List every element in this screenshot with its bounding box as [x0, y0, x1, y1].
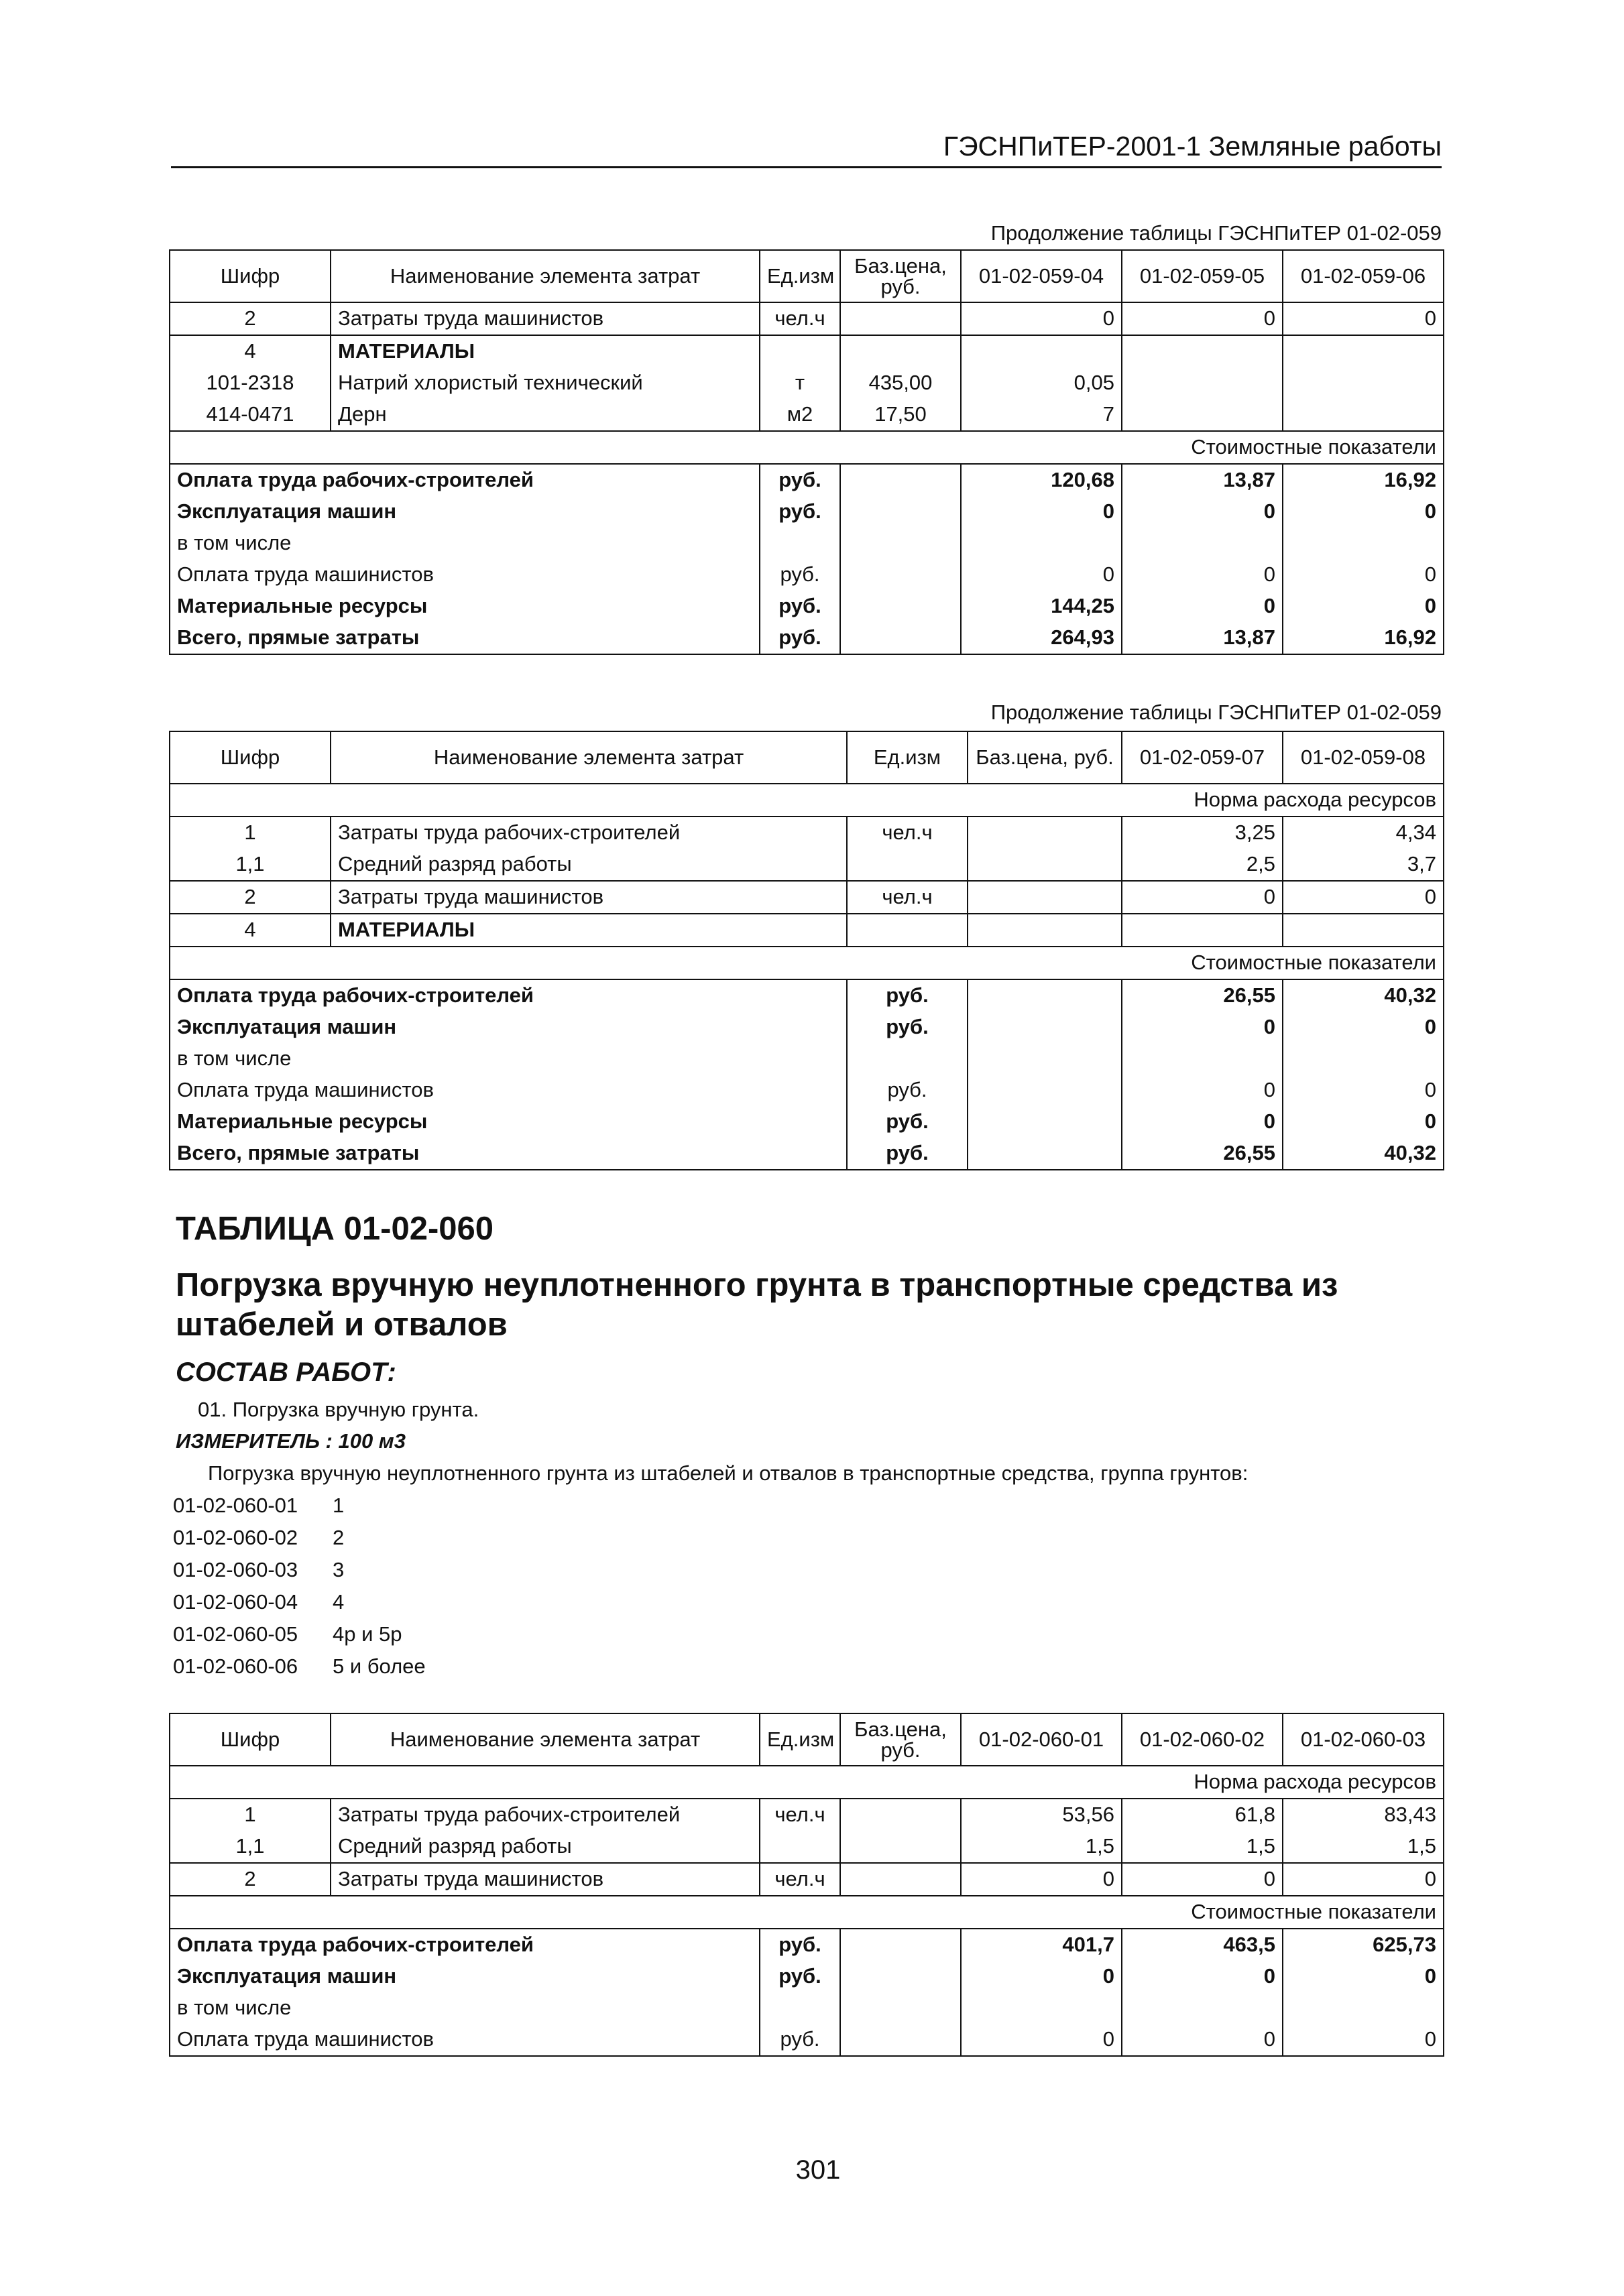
header-cell: Шифр [170, 250, 331, 302]
cell: Эксплуатация машин [170, 1012, 847, 1043]
code: 01-02-060-04 [173, 1590, 298, 1614]
cell [1122, 1992, 1283, 2024]
cell: 0 [1122, 1863, 1283, 1896]
cell: 0 [1122, 559, 1283, 591]
page-number: 301 [795, 2155, 841, 2185]
cell: чел.ч [847, 881, 968, 914]
cell [847, 849, 968, 881]
table-row [170, 302, 1444, 335]
cell: 26,55 [1122, 1138, 1283, 1170]
cell: руб. [847, 1138, 968, 1170]
cell: 0 [961, 302, 1122, 335]
header-cell: Шифр [170, 1713, 331, 1766]
header-cell: 01-02-060-02 [1122, 1713, 1283, 1766]
cell: руб. [760, 2024, 840, 2056]
cell: 3,7 [1283, 849, 1444, 881]
cell: 1 [170, 817, 331, 849]
cell [840, 464, 961, 496]
cell [840, 2024, 961, 2056]
header-cell: 01-02-059-05 [1122, 250, 1283, 302]
cell [840, 302, 961, 335]
table-row [170, 849, 1444, 881]
code: 01-02-060-06 [173, 1654, 298, 1678]
header-cell: Наименование элемента затрат [331, 250, 760, 302]
cell [1283, 335, 1444, 367]
cell: Всего, прямые затраты [170, 622, 760, 654]
cell [1283, 1992, 1444, 2024]
section-row [170, 431, 1444, 464]
cell: Средний разряд работы [331, 1831, 760, 1863]
cell: руб. [847, 1106, 968, 1138]
cell [968, 817, 1122, 849]
cell: 53,56 [961, 1799, 1122, 1831]
cell: Оплата труда рабочих-строителей [170, 979, 847, 1012]
code: 01-02-060-01 [173, 1494, 298, 1517]
cell: 625,73 [1283, 1929, 1444, 1961]
cell: 0 [1122, 1106, 1283, 1138]
table2-continuation: Продолжение таблицы ГЭСНПиТЕР 01-02-059 [990, 701, 1442, 724]
table-row [170, 1799, 1444, 1831]
section-row [170, 947, 1444, 979]
soil-group: 4 [333, 1590, 345, 1614]
header-cell: 01-02-059-06 [1283, 250, 1444, 302]
cell: м2 [760, 399, 840, 431]
cell: в том числе [170, 1043, 847, 1075]
header-cell: Ед.изм [847, 731, 968, 784]
cell: 0 [1283, 1106, 1444, 1138]
cell: т [760, 367, 840, 399]
cell: 0 [1283, 496, 1444, 528]
cell: 61,8 [1122, 1799, 1283, 1831]
cell: 40,32 [1283, 979, 1444, 1012]
work-description: Погрузка вручную неуплотненного грунта из штабелей и отвалов в транспортные средства, группа грунтов: [208, 1461, 1249, 1485]
cell: 0,05 [961, 367, 1122, 399]
cell: 16,92 [1283, 622, 1444, 654]
cell: 2 [170, 1863, 331, 1896]
cell: руб. [760, 1929, 840, 1961]
cell: 13,87 [1122, 464, 1283, 496]
cell: руб. [760, 622, 840, 654]
header-cell: 01-02-059-08 [1283, 731, 1444, 784]
table3 [169, 1713, 1444, 2057]
cell: Оплата труда машинистов [170, 2024, 760, 2056]
cell [968, 1138, 1122, 1170]
cell: 4 [170, 335, 331, 367]
table-row [170, 367, 1444, 399]
cell: 1,5 [1122, 1831, 1283, 1863]
table1-header-row [170, 250, 1444, 302]
cell [1122, 335, 1283, 367]
cell: 0 [961, 1961, 1122, 1992]
code: 01-02-060-05 [173, 1622, 298, 1646]
cell [840, 1831, 961, 1863]
soil-group: 5 и более [333, 1654, 426, 1678]
section-label: Стоимостные показатели [170, 1896, 1444, 1929]
cost-row [170, 1992, 1444, 2024]
cell: 40,32 [1283, 1138, 1444, 1170]
cell: Затраты труда машинистов [331, 1863, 760, 1896]
cell [1122, 367, 1283, 399]
header-cell: Баз.цена, руб. [840, 250, 961, 302]
header-cell: 01-02-059-07 [1122, 731, 1283, 784]
cell: 0 [961, 496, 1122, 528]
cost-row [170, 1012, 1444, 1043]
cell: 463,5 [1122, 1929, 1283, 1961]
cell [760, 335, 840, 367]
cost-row [170, 464, 1444, 496]
cell: 144,25 [961, 591, 1122, 622]
cell: 0 [1283, 559, 1444, 591]
cell: Затраты труда машинистов [331, 302, 760, 335]
cell: Материальные ресурсы [170, 591, 760, 622]
cell: 17,50 [840, 399, 961, 431]
cost-row [170, 1138, 1444, 1170]
cell: 0 [961, 559, 1122, 591]
cell: руб. [760, 496, 840, 528]
header-cell: Шифр [170, 731, 331, 784]
running-header: ГЭСНПиТЕР-2001-1 Земляные работы [943, 131, 1442, 162]
cell: руб. [760, 464, 840, 496]
soil-group: 2 [333, 1526, 345, 1549]
cell: 0 [961, 1863, 1122, 1896]
cell: Оплата труда рабочих-строителей [170, 464, 760, 496]
cell: Оплата труда машинистов [170, 1075, 847, 1106]
cell: 0 [1122, 591, 1283, 622]
section-row [170, 1896, 1444, 1929]
meter-label: ИЗМЕРИТЕЛЬ : 100 м3 [176, 1429, 406, 1453]
code-list-item [173, 1494, 344, 1518]
cost-row [170, 2024, 1444, 2056]
cost-row [170, 496, 1444, 528]
table2-header-row [170, 731, 1444, 784]
cell [968, 1106, 1122, 1138]
cell: 0 [1122, 496, 1283, 528]
cell: 1,1 [170, 849, 331, 881]
header-cell: 01-02-060-03 [1283, 1713, 1444, 1766]
soil-group: 1 [333, 1494, 345, 1517]
cell: 2,5 [1122, 849, 1283, 881]
cell: Оплата труда рабочих-строителей [170, 1929, 760, 1961]
cost-row [170, 1043, 1444, 1075]
cell: 7 [961, 399, 1122, 431]
cost-row [170, 622, 1444, 654]
cell: 0 [1122, 302, 1283, 335]
cell: руб. [847, 1075, 968, 1106]
cell: 3,25 [1122, 817, 1283, 849]
cell: Натрий хлористый технический [331, 367, 760, 399]
cell: 0 [1122, 1961, 1283, 1992]
soil-group: 3 [333, 1558, 345, 1581]
cell: 0 [1283, 881, 1444, 914]
table-row [170, 399, 1444, 431]
cell: 0 [1283, 1012, 1444, 1043]
cell [760, 528, 840, 559]
header-cell: Наименование элемента затрат [331, 1713, 760, 1766]
header-cell: Наименование элемента затрат [331, 731, 847, 784]
cell [840, 591, 961, 622]
cell [840, 1799, 961, 1831]
section-row [170, 784, 1444, 817]
cell: 1 [170, 1799, 331, 1831]
cell [1122, 914, 1283, 947]
cell [840, 1929, 961, 1961]
cell [1283, 528, 1444, 559]
cell [840, 335, 961, 367]
cell [847, 914, 968, 947]
cost-row [170, 979, 1444, 1012]
cell [840, 1992, 961, 2024]
table-row [170, 881, 1444, 914]
cell: 101-2318 [170, 367, 331, 399]
cell: Материальные ресурсы [170, 1106, 847, 1138]
cell: 0 [1122, 881, 1283, 914]
soil-group: 4р и 5р [333, 1622, 402, 1646]
code-list-item [173, 1590, 344, 1614]
header-cell: Ед.изм [760, 1713, 840, 1766]
cell: 0 [1283, 1863, 1444, 1896]
cell [968, 1075, 1122, 1106]
cell: 4 [170, 914, 331, 947]
header-cell: 01-02-059-04 [961, 250, 1122, 302]
cell: Затраты труда машинистов [331, 881, 847, 914]
cell: 13,87 [1122, 622, 1283, 654]
cell: Всего, прямые затраты [170, 1138, 847, 1170]
cell [1283, 914, 1444, 947]
table-row [170, 335, 1444, 367]
section-label: Норма расхода ресурсов [170, 784, 1444, 817]
cell: 435,00 [840, 367, 961, 399]
table-row [170, 817, 1444, 849]
table3-header-row [170, 1713, 1444, 1766]
cell: руб. [847, 1012, 968, 1043]
cell [968, 1012, 1122, 1043]
cell [760, 1831, 840, 1863]
header-rule [171, 166, 1442, 168]
cost-row [170, 559, 1444, 591]
cell [968, 881, 1122, 914]
work-title: Погрузка вручную неуплотненного грунта в транспортные средства из штабелей и отвалов [176, 1267, 1338, 1343]
cell: руб. [847, 979, 968, 1012]
cell [840, 559, 961, 591]
cell: МАТЕРИАЛЫ [331, 914, 847, 947]
cost-row [170, 1961, 1444, 1992]
cell [1283, 399, 1444, 431]
cell [760, 1992, 840, 2024]
cell: 120,68 [961, 464, 1122, 496]
cell: в том числе [170, 1992, 760, 2024]
cost-row [170, 1106, 1444, 1138]
code-list-item [173, 1654, 426, 1679]
section-label: Норма расхода ресурсов [170, 1766, 1444, 1799]
cell: 0 [1122, 2024, 1283, 2056]
cell: 0 [1283, 2024, 1444, 2056]
table1 [169, 249, 1444, 655]
cell: чел.ч [847, 817, 968, 849]
cell: 0 [1283, 302, 1444, 335]
composition-label: СОСТАВ РАБОТ: [176, 1357, 396, 1387]
table-title: ТАБЛИЦА 01-02-060 [176, 1211, 494, 1247]
cell: руб. [760, 1961, 840, 1992]
cell: Оплата труда машинистов [170, 559, 760, 591]
cell [968, 914, 1122, 947]
cell: 4,34 [1283, 817, 1444, 849]
cell: руб. [760, 559, 840, 591]
cell [1283, 1043, 1444, 1075]
cell [840, 1961, 961, 1992]
cell: 2 [170, 881, 331, 914]
cost-row [170, 1075, 1444, 1106]
cell [1122, 1043, 1283, 1075]
header-cell: Баз.цена, руб. [840, 1713, 961, 1766]
composition-item: 01. Погрузка вручную грунта. [198, 1398, 479, 1421]
cell: Затраты труда рабочих-строителей [331, 817, 847, 849]
cell [840, 528, 961, 559]
cell: 0 [1283, 591, 1444, 622]
cell [961, 528, 1122, 559]
cell [961, 1992, 1122, 2024]
cell: 414-0471 [170, 399, 331, 431]
code: 01-02-060-03 [173, 1558, 298, 1581]
section-label: Стоимостные показатели [170, 947, 1444, 979]
cell: 26,55 [1122, 979, 1283, 1012]
cell: 0 [1122, 1012, 1283, 1043]
cell: 1,5 [1283, 1831, 1444, 1863]
code-list-item [173, 1622, 402, 1646]
code-list-item [173, 1526, 344, 1550]
cell: Затраты труда рабочих-строителей [331, 1799, 760, 1831]
cell: 2 [170, 302, 331, 335]
cell: Эксплуатация машин [170, 1961, 760, 1992]
cell: 0 [1283, 1961, 1444, 1992]
cell [961, 335, 1122, 367]
header-cell: Баз.цена, руб. [968, 731, 1122, 784]
cell: 1,5 [961, 1831, 1122, 1863]
code: 01-02-060-02 [173, 1526, 298, 1549]
cell: МАТЕРИАЛЫ [331, 335, 760, 367]
cell: в том числе [170, 528, 760, 559]
cost-row [170, 528, 1444, 559]
table-row [170, 1863, 1444, 1896]
cell: 1,1 [170, 1831, 331, 1863]
cell: Эксплуатация машин [170, 496, 760, 528]
cell [840, 622, 961, 654]
cell [1122, 399, 1283, 431]
cell [968, 1043, 1122, 1075]
cell: чел.ч [760, 1799, 840, 1831]
cell [968, 979, 1122, 1012]
cell [840, 1863, 961, 1896]
header-cell: Ед.изм [760, 250, 840, 302]
cost-row [170, 1929, 1444, 1961]
cell: 0 [961, 2024, 1122, 2056]
code-list-item [173, 1558, 344, 1582]
cell [968, 849, 1122, 881]
cell: руб. [760, 591, 840, 622]
cell: чел.ч [760, 302, 840, 335]
header-cell: 01-02-060-01 [961, 1713, 1122, 1766]
cell [1283, 367, 1444, 399]
cell: чел.ч [760, 1863, 840, 1896]
table-row [170, 1831, 1444, 1863]
section-row [170, 1766, 1444, 1799]
table-row [170, 914, 1444, 947]
cost-row [170, 591, 1444, 622]
cell [1122, 528, 1283, 559]
cell: Дерн [331, 399, 760, 431]
section-label: Стоимостные показатели [170, 431, 1444, 464]
cell: 401,7 [961, 1929, 1122, 1961]
cell: 83,43 [1283, 1799, 1444, 1831]
cell: 0 [1283, 1075, 1444, 1106]
cell: 0 [1122, 1075, 1283, 1106]
cell [840, 496, 961, 528]
cell: 16,92 [1283, 464, 1444, 496]
table1-continuation: Продолжение таблицы ГЭСНПиТЕР 01-02-059 [990, 221, 1442, 245]
cell: Средний разряд работы [331, 849, 847, 881]
table2 [169, 731, 1444, 1170]
cell: 264,93 [961, 622, 1122, 654]
cell [847, 1043, 968, 1075]
